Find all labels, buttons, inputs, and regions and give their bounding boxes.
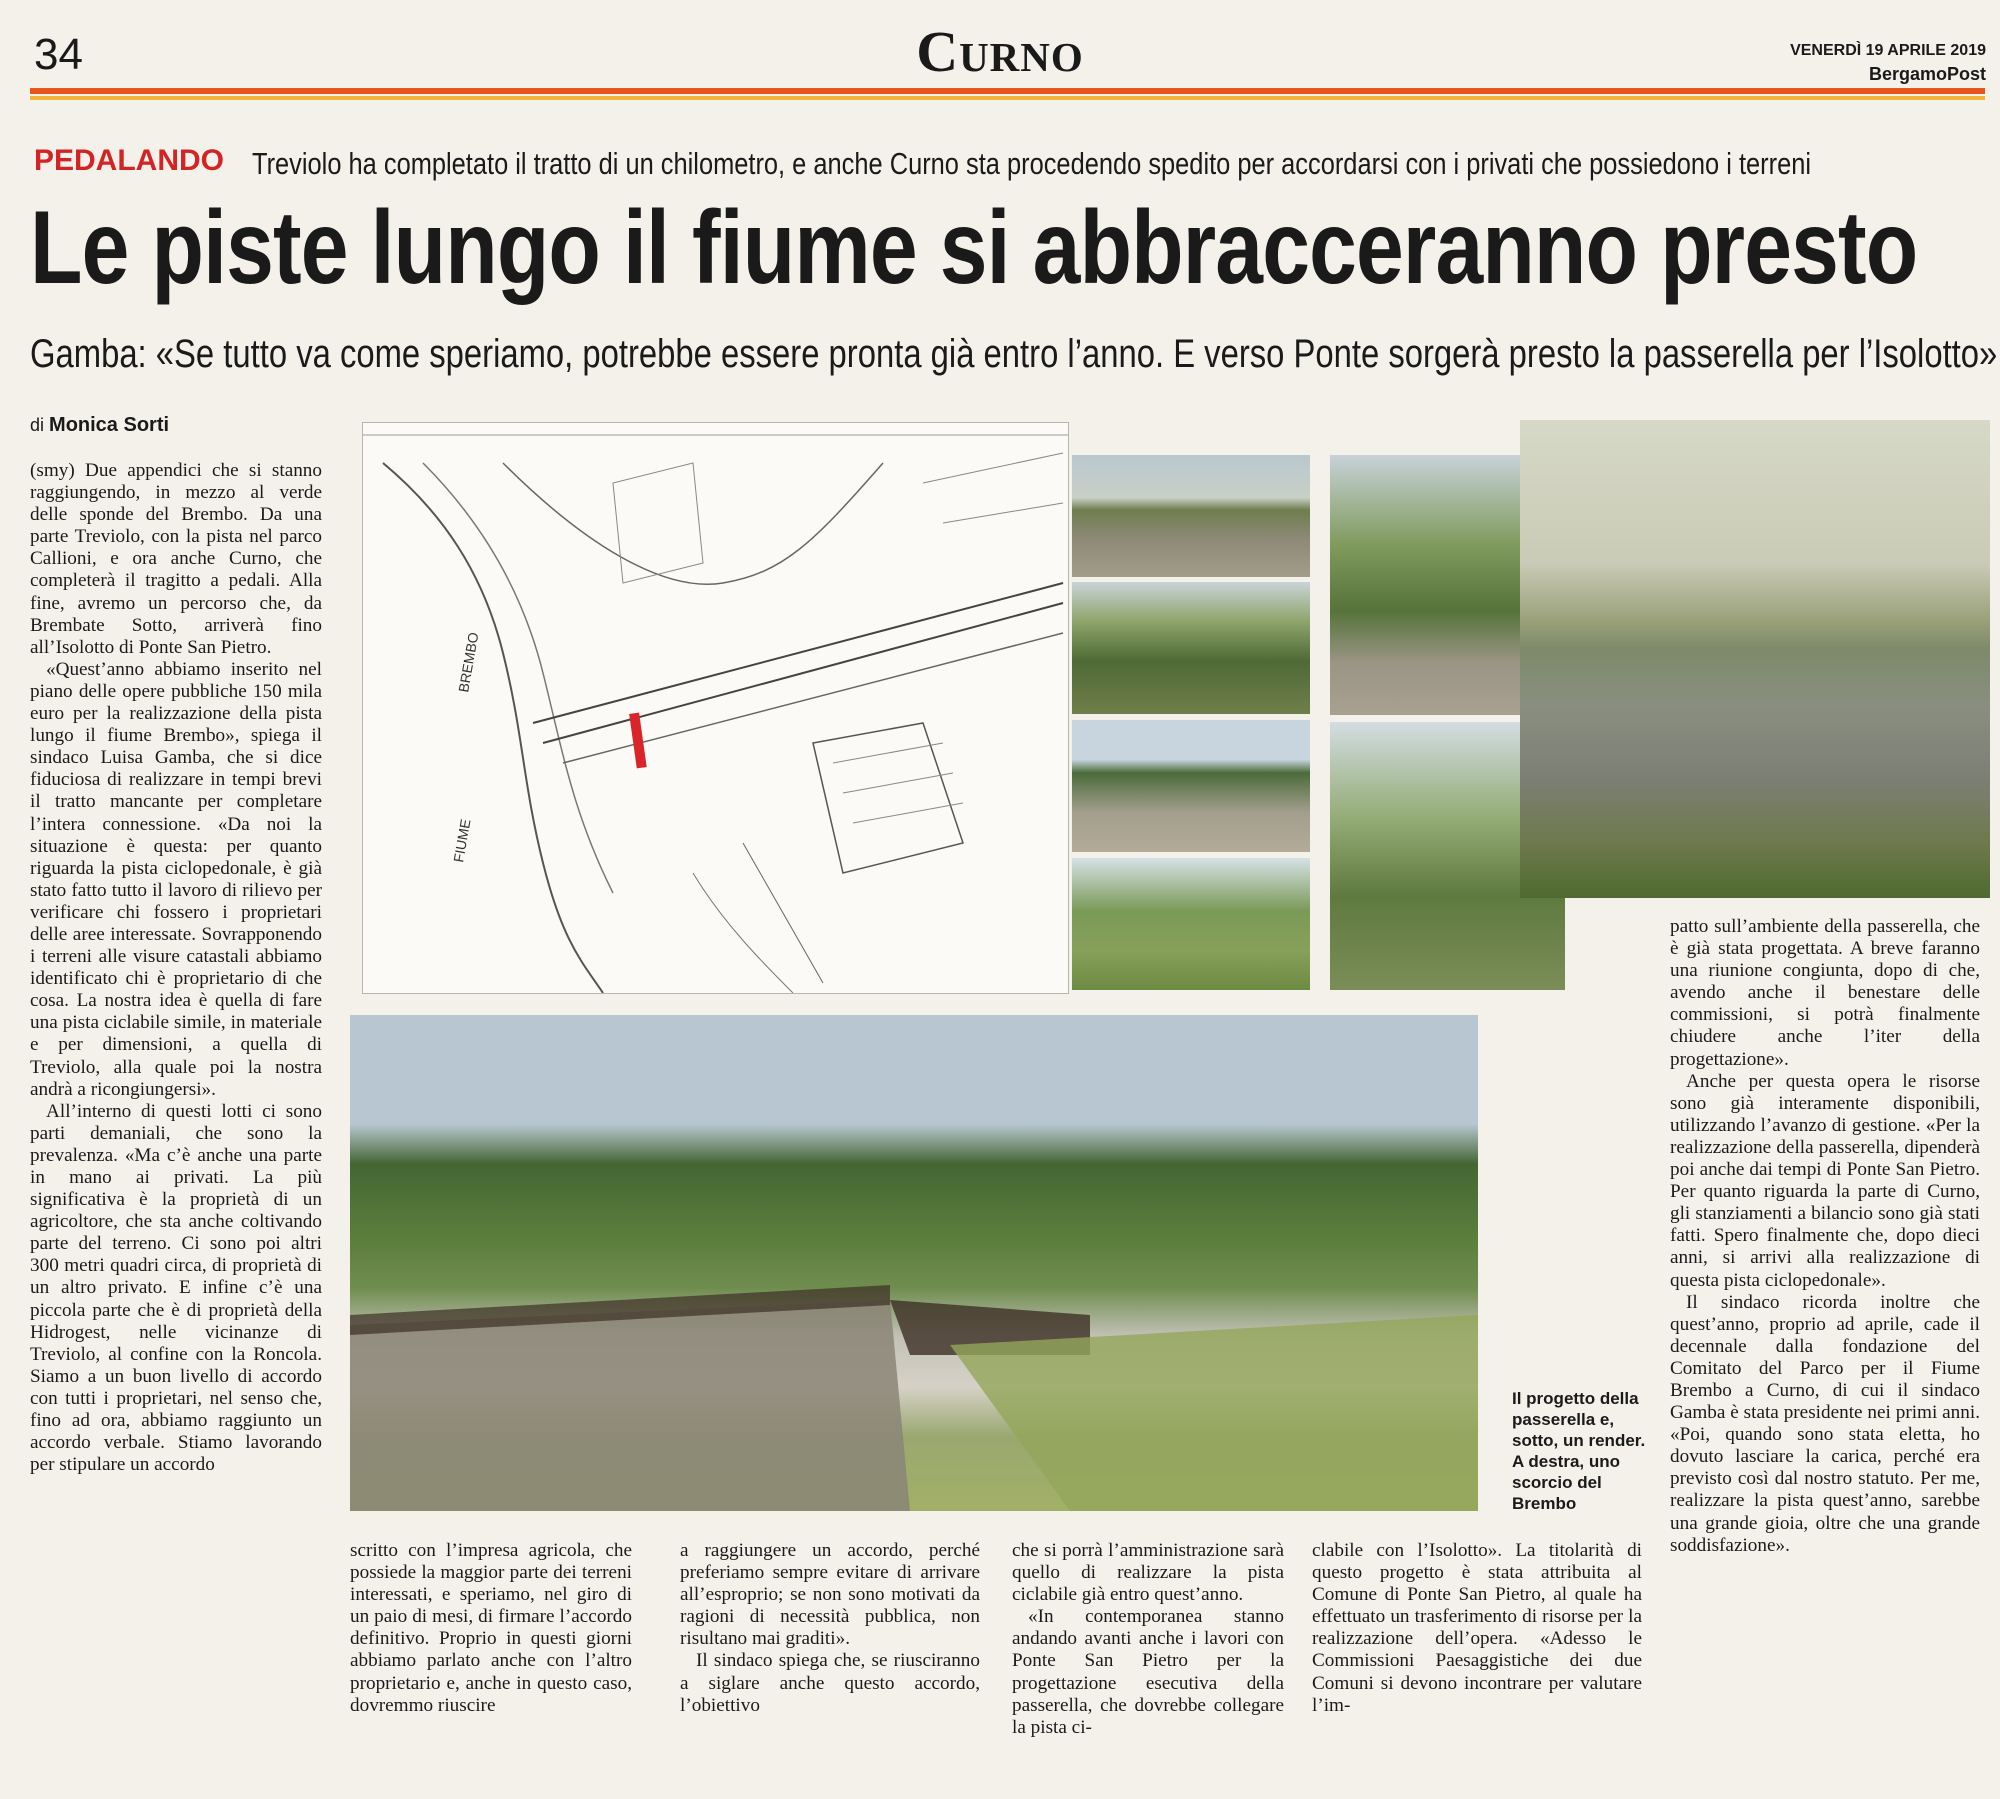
overline: Treviolo ha completato il tratto di un chilometro, e anche Curno sta procedendo spedito per accordarsi con i privati che possiedono i terreni (252, 146, 1811, 181)
paragraph: «In contemporanea stanno andando avanti anche i lavori con Ponte San Pietro per la progettazione esecutiva della passerella, che dovrebbe collegare la pista ci- (1012, 1606, 1284, 1738)
body-column-6 (1670, 916, 1980, 1557)
passerella-render-image (350, 1015, 1478, 1511)
river-bank-photo-4 (1072, 858, 1310, 990)
paragraph: Anche per questa opera le risorse sono già interamente disponibili, utilizzando l’avanzo di gestione. «Per la realizzazione della passerella, dipenderà poi anche dai tempi di Ponte San Pietro. Per quanto riguarda la parte di Curno, gli stanziamenti a bilancio sono già stati fatti. Spero finalmente che, dopo dieci anni, si arrivi alla realizzazione di questa pista ciclopedonale». (1670, 1070, 1980, 1291)
image-caption: Il progetto della passerella e, sotto, un render. A destra, uno scorcio del Brembo (1512, 1389, 1646, 1513)
map-label-fiume: FIUME (450, 817, 474, 864)
byline (30, 414, 169, 437)
body-column-3 (680, 1540, 980, 1717)
paragraph: patto sull’ambiente della passerella, che è già stata progettata. A breve faranno una riunione congiunta, dopo di che, avendo anche il benestare delle commissioni, si potrà finalmente chiudere anche l’iter della progettazione». (1670, 916, 1980, 1070)
brembo-river-photo (1520, 420, 1990, 898)
paragraph: Il sindaco ricorda inoltre che quest’anno, proprio ad aprile, cade il decennale dalla fondazione del Comitato del Parco per il Fiume Brembo a Curno, di cui il sindaco Gamba è stata presidente nei primi anni. «Poi, quando sono stata eletta, ho dovuto lasciare la carica, perché era previsto così dal nostro statuto. Per me, realizzare la pista quest’anno, sarebbe una grande gioia, oltre che una grande soddisfazione». (1670, 1291, 1980, 1556)
paragraph: che si porrà l’amministrazione sarà quello di realizzare la pista ciclabile già entro quest’anno. (1012, 1540, 1284, 1606)
paragraph: «Quest’anno abbiamo inserito nel piano delle opere pubbliche 150 mila euro per la realizzazione della pista lungo il fiume Brembo», spiega il sindaco Luisa Gamba, che si dice fiduciosa di realizzare in tempi brevi il tratto mancante per completare l’intera connessione. «Da noi la situazione è questa: per quanto riguarda la pista ciclopedonale, è già stato fatto tutto il lavoro di rilievo per verificare chi fossero i proprietari delle aree interessate. Sovrapponendo i terreni alle visure catastali abbiamo identificato chi è proprietario di che cosa. La nostra idea è quella di fare una pista ciclabile simile, in materiale e per dimensioni, a quella di Treviolo, alla quale poi la nostra andrà a ricongiungersi». (30, 658, 322, 1100)
map-drawing (363, 423, 1068, 993)
page-number: 34 (34, 30, 83, 79)
river-bank-photo-3 (1072, 720, 1310, 852)
render-drawing (350, 1015, 1478, 1511)
river-bank-photo-1 (1072, 455, 1310, 577)
map-label-brembo: BREMBO (455, 630, 482, 694)
project-map-image (362, 422, 1069, 994)
paragraph: All’interno di questi lotti ci sono parti demaniali, che sono la prevalenza. «Ma c’è anche una parte in mano ai privati. La più significativa è la proprietà di un agricoltore, che sta anche coltivando parte del terreno. Ci sono poi altri 300 metri quadri circa, di proprietà di un altro privato. E infine c’è una piccola parte che è di proprietà della Hidrogest, nelle vicinanze di Treviolo, al confine con la Roncola. Siamo a un buon livello di accordo con tutti i proprietari, nel senso che, fino ad ora, abbiamo raggiunto un accordo verbale. Stiamo lavorando per stipulare un accordo (30, 1100, 322, 1476)
subheadline: Gamba: «Se tutto va come speriamo, potrebbe essere pronta già entro l’anno. E verso Ponte sorgerà presto la passerella per l’Isolotto» (30, 332, 1998, 376)
body-column-4 (1012, 1540, 1284, 1739)
publication-brand: BergamoPost (1868, 64, 1986, 84)
issue-date: VENERDÌ 19 APRILE 2019 (1790, 42, 1986, 59)
paragraph: Il sindaco spiega che, se riusciranno a siglare anche questo accordo, l’obiettivo (680, 1650, 980, 1716)
section-title: Curno (916, 19, 1084, 84)
headline: Le piste lungo il fiume si abbracceranno presto (30, 190, 1918, 306)
river-bank-photo-2 (1072, 582, 1310, 714)
header-rule-yellow (30, 96, 1985, 100)
paragraph: (smy) Due appendici che si stanno raggiungendo, in mezzo al verde delle sponde del Brembo. Da una parte Treviolo, con la pista nel parco Callioni, e ora anche Curno, che completerà il tragitto a pedali. Alla fine, avremo un percorso che, da Brembate Sotto, arriverà fino all’Isolotto di Ponte San Pietro. (30, 460, 322, 658)
header-rule-orange (30, 88, 1985, 94)
paragraph: scritto con l’impresa agricola, che possiede la maggior parte dei terreni interessati, e speriamo, nel giro di un paio di mesi, di firmare l’accordo definitivo. Proprio in questi giorni abbiamo parlato anche con l’altro proprietario e, anche in questo caso, dovremmo riuscire (350, 1540, 632, 1716)
body-column-2 (350, 1540, 632, 1717)
body-column-1 (30, 460, 322, 1770)
body-column-5 (1312, 1540, 1642, 1717)
paragraph: a raggiungere un accordo, perché preferiamo sempre evitare di arrivare all’esproprio; se non sono motivati da ragioni di necessità pubblica, non risultano mai graditi». (680, 1540, 980, 1650)
paragraph: clabile con l’Isolotto». La titolarità di questo progetto è stata attribuita al Comune di Ponte San Pietro, al quale ha effettuato un trasferimento di risorse per la realizzazione dell’opera. «Adesso le Commissioni Paesaggistiche dei due Comuni si devono incontrare per valutare l’im- (1312, 1540, 1642, 1716)
kicker: PEDALANDO (34, 144, 225, 177)
byline-author: Monica Sorti (49, 414, 170, 436)
byline-prefix: di (30, 415, 45, 435)
